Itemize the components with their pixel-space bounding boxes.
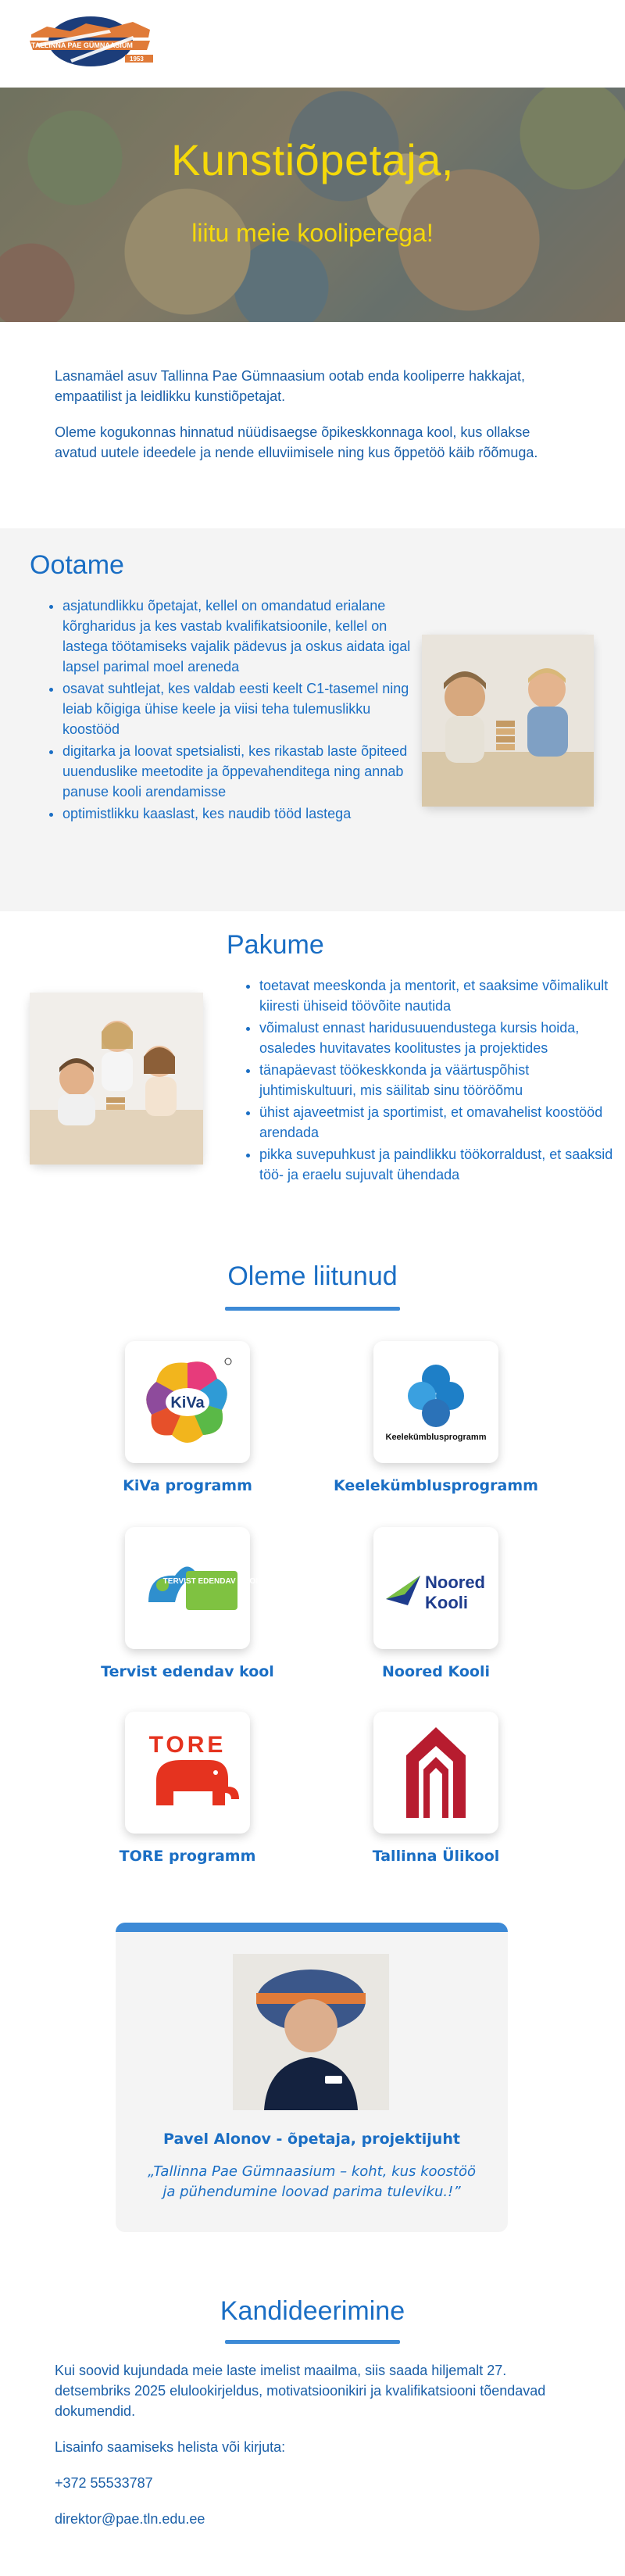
intro-text bbox=[55, 366, 539, 478]
list-item: • ühist ajaveetmist ja sportimist, et omavahelist koostööd arendada bbox=[259, 1102, 616, 1143]
heading-underline bbox=[225, 2340, 400, 2344]
ootame-heading: Ootame bbox=[30, 550, 124, 580]
pakume-heading: Pakume bbox=[227, 930, 324, 960]
contact-intro: Lisainfo saamiseks helista või kirjuta: bbox=[55, 2439, 286, 2455]
partner-name[interactable]: KiVa programm bbox=[123, 1477, 252, 1494]
list-item: • asjatundlikku õpetajat, kellel on omandatud erialane kõrgharidus ja kes vastab kvalifikatsioonile, kellel on lastega töötamiseks vajalik pädevus ja oskus aidata igal lapsel parimal moel areneda bbox=[62, 596, 423, 677]
children-playing-photo bbox=[422, 635, 594, 807]
partner-tallinna-ulikool[interactable] bbox=[319, 1712, 553, 1865]
kandideerimine-text bbox=[55, 2360, 570, 2545]
kandideerimine-heading: Kandideerimine bbox=[220, 2296, 405, 2326]
logo-year: 1953 bbox=[130, 55, 144, 63]
list-item: • toetavat meeskonda ja mentorit, et saaksime võimalikult kiiresti ühiseid töövõite nautida bbox=[259, 975, 616, 1016]
list-item: • osavat suhtlejat, kes valdab eesti keelt C1-tasemel ning leiab kõigiga ühise keele ja viisi teha tulemuslikku koostööd bbox=[62, 678, 423, 739]
partner-name[interactable]: Tallinna Ülikool bbox=[372, 1848, 500, 1865]
kiva-logo-text: KiVa bbox=[170, 1394, 205, 1411]
kiva-logo-icon bbox=[125, 1341, 250, 1463]
tore-logo-text: TORE bbox=[148, 1732, 227, 1758]
partner-logo-card[interactable] bbox=[125, 1341, 250, 1463]
testimonial-card bbox=[116, 1923, 508, 2232]
list-item: • võimalust ennast haridusuuendustega kursis hoida, osaledes huvitavates koolitustes ja projektides bbox=[259, 1018, 616, 1058]
partner-logo-card[interactable] bbox=[373, 1712, 498, 1834]
partner-tore[interactable] bbox=[70, 1712, 305, 1865]
partner-noored-kooli[interactable] bbox=[319, 1527, 553, 1680]
ootame-list bbox=[45, 596, 423, 825]
tallinna-ulikool-logo-icon bbox=[373, 1712, 498, 1834]
partner-keelekumblus[interactable] bbox=[319, 1341, 553, 1494]
list-item: • digitarka ja loovat spetsialisti, kes rikastab laste õpiteed uuenduslike meetodite ja õppevahenditega ning annab panuse kooli arendamisse bbox=[62, 741, 423, 802]
hero-banner bbox=[0, 88, 625, 322]
pakume-list bbox=[242, 975, 616, 1186]
partner-logo-card[interactable] bbox=[125, 1527, 261, 1649]
school-logo[interactable] bbox=[16, 14, 161, 69]
partner-logo-card[interactable] bbox=[373, 1341, 498, 1463]
partner-name[interactable]: Keelekümblusprogramm bbox=[334, 1477, 538, 1494]
keelekumblus-logo-text: Keelekümblusprogramm bbox=[385, 1433, 487, 1442]
avatar bbox=[233, 1954, 389, 2110]
heading-underline bbox=[225, 1307, 400, 1311]
list-item: • tänapäevast töökeskkonda ja väärtuspõhist juhtimiskultuuri, mis säilitab sinu tööröõmu bbox=[259, 1060, 616, 1100]
keelekumblus-logo-icon bbox=[373, 1341, 498, 1463]
tervist-logo-text: TERVIST EDENDAV KOOL bbox=[162, 1577, 261, 1586]
testimonial-name: Pavel Alonov - õpetaja, projektijuht bbox=[163, 2131, 460, 2148]
kooli-logo-text: Kooli bbox=[425, 1593, 468, 1612]
contact-phone-link[interactable]: +372 55533787 bbox=[55, 2475, 153, 2491]
intro-paragraph-2: Oleme kogukonnas hinnatud nüüdisaegse õpikeskkonnaga kool, kus ollakse avatud uutele ideedele ja nende elluviimisele ning kus õppetöö käib rõõmuga. bbox=[55, 424, 538, 460]
contact-email-link[interactable]: direktor@pae.tln.edu.ee bbox=[55, 2511, 205, 2527]
list-item: • pikka suvepuhkust ja paindlikku töökorraldust, et saaksid töö- ja eraelu sujuvalt ühendada bbox=[259, 1144, 616, 1185]
noored-logo-text: Noored bbox=[425, 1572, 485, 1592]
noored-kooli-logo-icon bbox=[373, 1527, 498, 1649]
hero-subtitle: liitu meie kooliperega! bbox=[191, 219, 434, 247]
testimonial-quote: „Tallinna Pae Gümnaasium – koht, kus koostöö ja pühendumine loovad parima tuleviku.!” bbox=[147, 2163, 477, 2200]
kandideerimine-paragraph: Kui soovid kujundada meie laste imelist maailma, siis saada hiljemalt 27. detsembriks 2025 elulookirjeldus, motivatsioonikiri ja kvalifikatsiooni tõendavad dokumendid. bbox=[55, 2363, 546, 2419]
intro-paragraph-1: Lasnamäel asuv Tallinna Pae Gümnaasium ootab enda kooliperre hakkajat, empaatilist ja leidlikku kunstiõpetajat. bbox=[55, 368, 526, 404]
partner-kiva[interactable] bbox=[70, 1341, 305, 1494]
tervist-edendav-logo-icon bbox=[125, 1527, 261, 1649]
header bbox=[0, 0, 625, 88]
partners-heading: Oleme liitunud bbox=[227, 1261, 398, 1291]
partner-name[interactable]: Noored Kooli bbox=[381, 1663, 490, 1680]
tore-elephant-logo-icon bbox=[125, 1712, 250, 1834]
partner-tervist-edendav[interactable] bbox=[70, 1527, 305, 1680]
logo-text: TALLINNA PAE GÜMNAASIUM bbox=[31, 41, 133, 49]
partner-logo-card[interactable] bbox=[125, 1712, 250, 1834]
partner-logo-card[interactable] bbox=[373, 1527, 498, 1649]
hero-title: Kunstiõpetaja, bbox=[171, 135, 454, 184]
children-table-photo bbox=[30, 993, 203, 1165]
partner-name[interactable]: Tervist edendav kool bbox=[101, 1663, 274, 1680]
list-item: • optimistlikku kaaslast, kes naudib tööd lastega bbox=[62, 803, 423, 824]
partner-name[interactable]: TORE programm bbox=[119, 1848, 256, 1865]
